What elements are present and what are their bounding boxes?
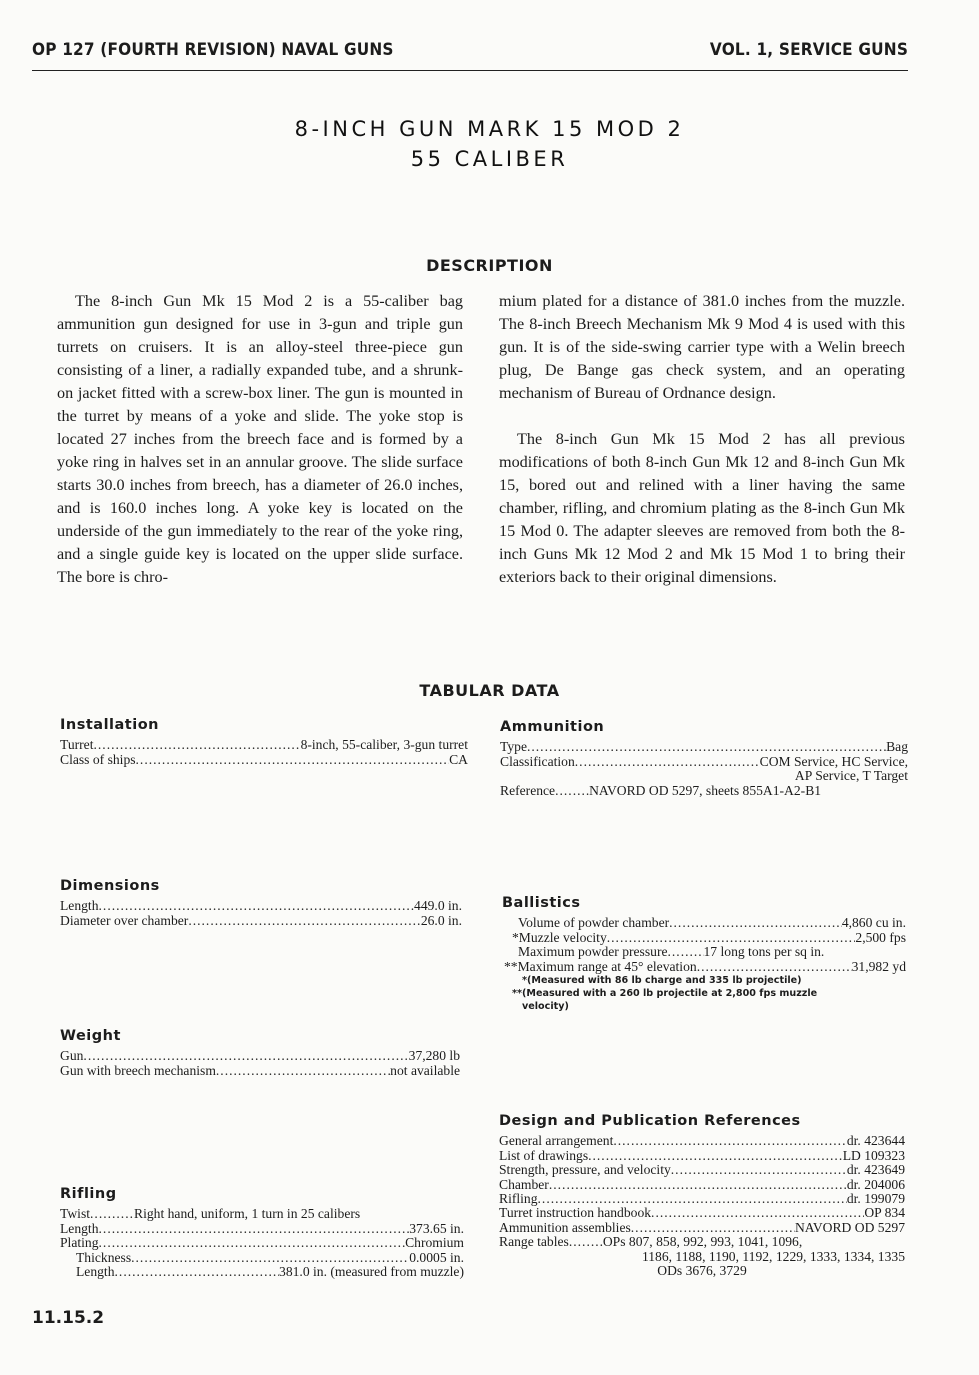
rifling-title: Rifling xyxy=(60,1186,117,1202)
page-title-line2: 55 CALIBER xyxy=(410,147,569,171)
tabular-heading: TABULAR DATA xyxy=(419,681,560,700)
data-row: List of drawings ..... LD 109323 xyxy=(499,1149,905,1163)
dimensions-block xyxy=(60,879,462,928)
data-row: Length ..... 381.0 in. (measured from muzzle) xyxy=(60,1265,464,1279)
description-paragraph-1-cont: mium plated for a distance of 381.0 inches from the muzzle. The 8-inch Breech Mechanism Mk 9 Mod 4 is used with this gun. It is of the side-swing carrier type with a Welin breech plug, De Bange gas check system, and an operating mechanism of Bureau of Ordnance design. xyxy=(499,292,905,402)
footnote: velocity) xyxy=(522,1001,569,1013)
data-row: *Muzzle velocity ..... 2,500 fps xyxy=(502,931,906,945)
ballistics-title: Ballistics xyxy=(502,895,581,911)
data-row: Reference ..... NAVORD OD 5297, sheets 855A1-A2-B1 xyxy=(500,784,908,798)
data-row: Turret instruction handbook ..... OP 834 xyxy=(499,1206,905,1220)
references-title: Design and Publication References xyxy=(499,1113,801,1129)
data-row: Diameter over chamber ..... 26.0 in. xyxy=(60,914,462,928)
data-row: Classification ..... COM Service, HC Service, xyxy=(500,755,908,769)
installation-block xyxy=(60,718,468,767)
range-tables-continuation: ODs 3676, 3729 xyxy=(657,1263,747,1279)
data-row: Volume of powder chamber ..... 4,860 cu in. xyxy=(502,916,906,930)
data-row: Class of ships ..... CA xyxy=(60,753,468,767)
classification-continuation: AP Service, T Target xyxy=(794,768,908,784)
description-right-column xyxy=(499,290,905,589)
data-row: Strength, pressure, and velocity ..... dr. 423649 xyxy=(499,1163,905,1177)
weight-block xyxy=(60,1029,460,1078)
data-row: Twist ..... Right hand, uniform, 1 turn in 25 calibers xyxy=(60,1207,464,1221)
rifling-block xyxy=(60,1187,464,1279)
references-block xyxy=(499,1114,905,1278)
data-row: Gun ..... 37,280 lb xyxy=(60,1049,460,1063)
running-head-right: VOL. 1, SERVICE GUNS xyxy=(709,40,909,59)
header-rule xyxy=(32,70,908,71)
data-row: Rifling ..... dr. 199079 xyxy=(499,1192,905,1206)
running-head-left: OP 127 (FOURTH REVISION) NAVAL GUNS xyxy=(32,40,394,59)
description-paragraph-2: The 8-inch Gun Mk 15 Mod 2 has all previous modifications of both 8-inch Gun Mk 12 and 8-inch Gun Mk 15, bored out and relined with a liner having the same chamber, rifling, and chromium plating as the 8-inch Gun Mk 15 Mod 0. The adapter sleeves are removed from both the 8-inch Guns Mk 12 Mod 2 and Mk 15 Mod 1 to bring their exteriors back to their original dimensions. xyxy=(499,430,905,586)
running-head xyxy=(32,40,908,59)
weight-title: Weight xyxy=(60,1028,121,1044)
data-row: Chamber ..... dr. 204006 xyxy=(499,1178,905,1192)
footnote: **(Measured with a 260 lb projectile at 2,800 fps muzzle xyxy=(512,988,818,1000)
dimensions-title: Dimensions xyxy=(60,878,160,894)
description-paragraph-1: The 8-inch Gun Mk 15 Mod 2 is a 55-caliber bag ammunition gun designed for use in 3-gun and triple gun turrets on cruisers. It is an alloy-steel three-piece gun consisting of a liner, a radially expanded tube, and a shrunk-on jacket fitted with a screw-box liner. The gun is mounted in the turret by means of a yoke and slide. The yoke stop is located 27 inches from the breech face and is formed by a yoke ring in halves set in an annular groove. The slide surface starts 30.0 inches from breech, has a diameter of 26.0 inches, and is 160.0 inches long. A yoke key is located on the underside of the gun immediately to the rear of the yoke ring, and a single guide key is located on the upper slide surface. The bore is chro- xyxy=(57,292,463,586)
data-row: Turret ..... 8-inch, 55-caliber, 3-gun turret xyxy=(60,738,468,752)
data-row: Plating ..... Chromium xyxy=(60,1236,464,1250)
data-row: General arrangement ..... dr. 423644 xyxy=(499,1134,905,1148)
data-row: Length ..... 449.0 in. xyxy=(60,899,462,913)
description-heading: DESCRIPTION xyxy=(426,256,553,275)
description-left-column xyxy=(57,290,463,589)
footnote: *(Measured with 86 lb charge and 335 lb projectile) xyxy=(522,975,802,987)
ballistics-block xyxy=(502,896,906,1013)
data-row: Ammunition assemblies ..... NAVORD OD 5297 xyxy=(499,1221,905,1235)
data-row: **Maximum range at 45° elevation ..... 31,982 yd xyxy=(502,960,906,974)
data-row: Range tables ..... OPs 807, 858, 992, 993, 1041, 1096, xyxy=(499,1235,905,1249)
data-row: Type ..... Bag xyxy=(500,740,908,754)
page-number: 11.15.2 xyxy=(32,1308,105,1328)
page-title-line1: 8-INCH GUN MARK 15 MOD 2 xyxy=(294,117,685,141)
data-row: Gun with breech mechanism ..... not available xyxy=(60,1064,460,1078)
range-tables-continuation: 1186, 1188, 1190, 1192, 1229, 1333, 1334, 1335 xyxy=(641,1248,905,1264)
ammunition-block xyxy=(500,720,908,798)
ammunition-title: Ammunition xyxy=(500,719,605,735)
data-row: Maximum powder pressure ..... 17 long tons per sq in. xyxy=(502,945,906,959)
installation-title: Installation xyxy=(60,717,159,733)
data-row: Length ..... 373.65 in. xyxy=(60,1222,464,1236)
data-row: Thickness ..... 0.0005 in. xyxy=(60,1251,464,1265)
